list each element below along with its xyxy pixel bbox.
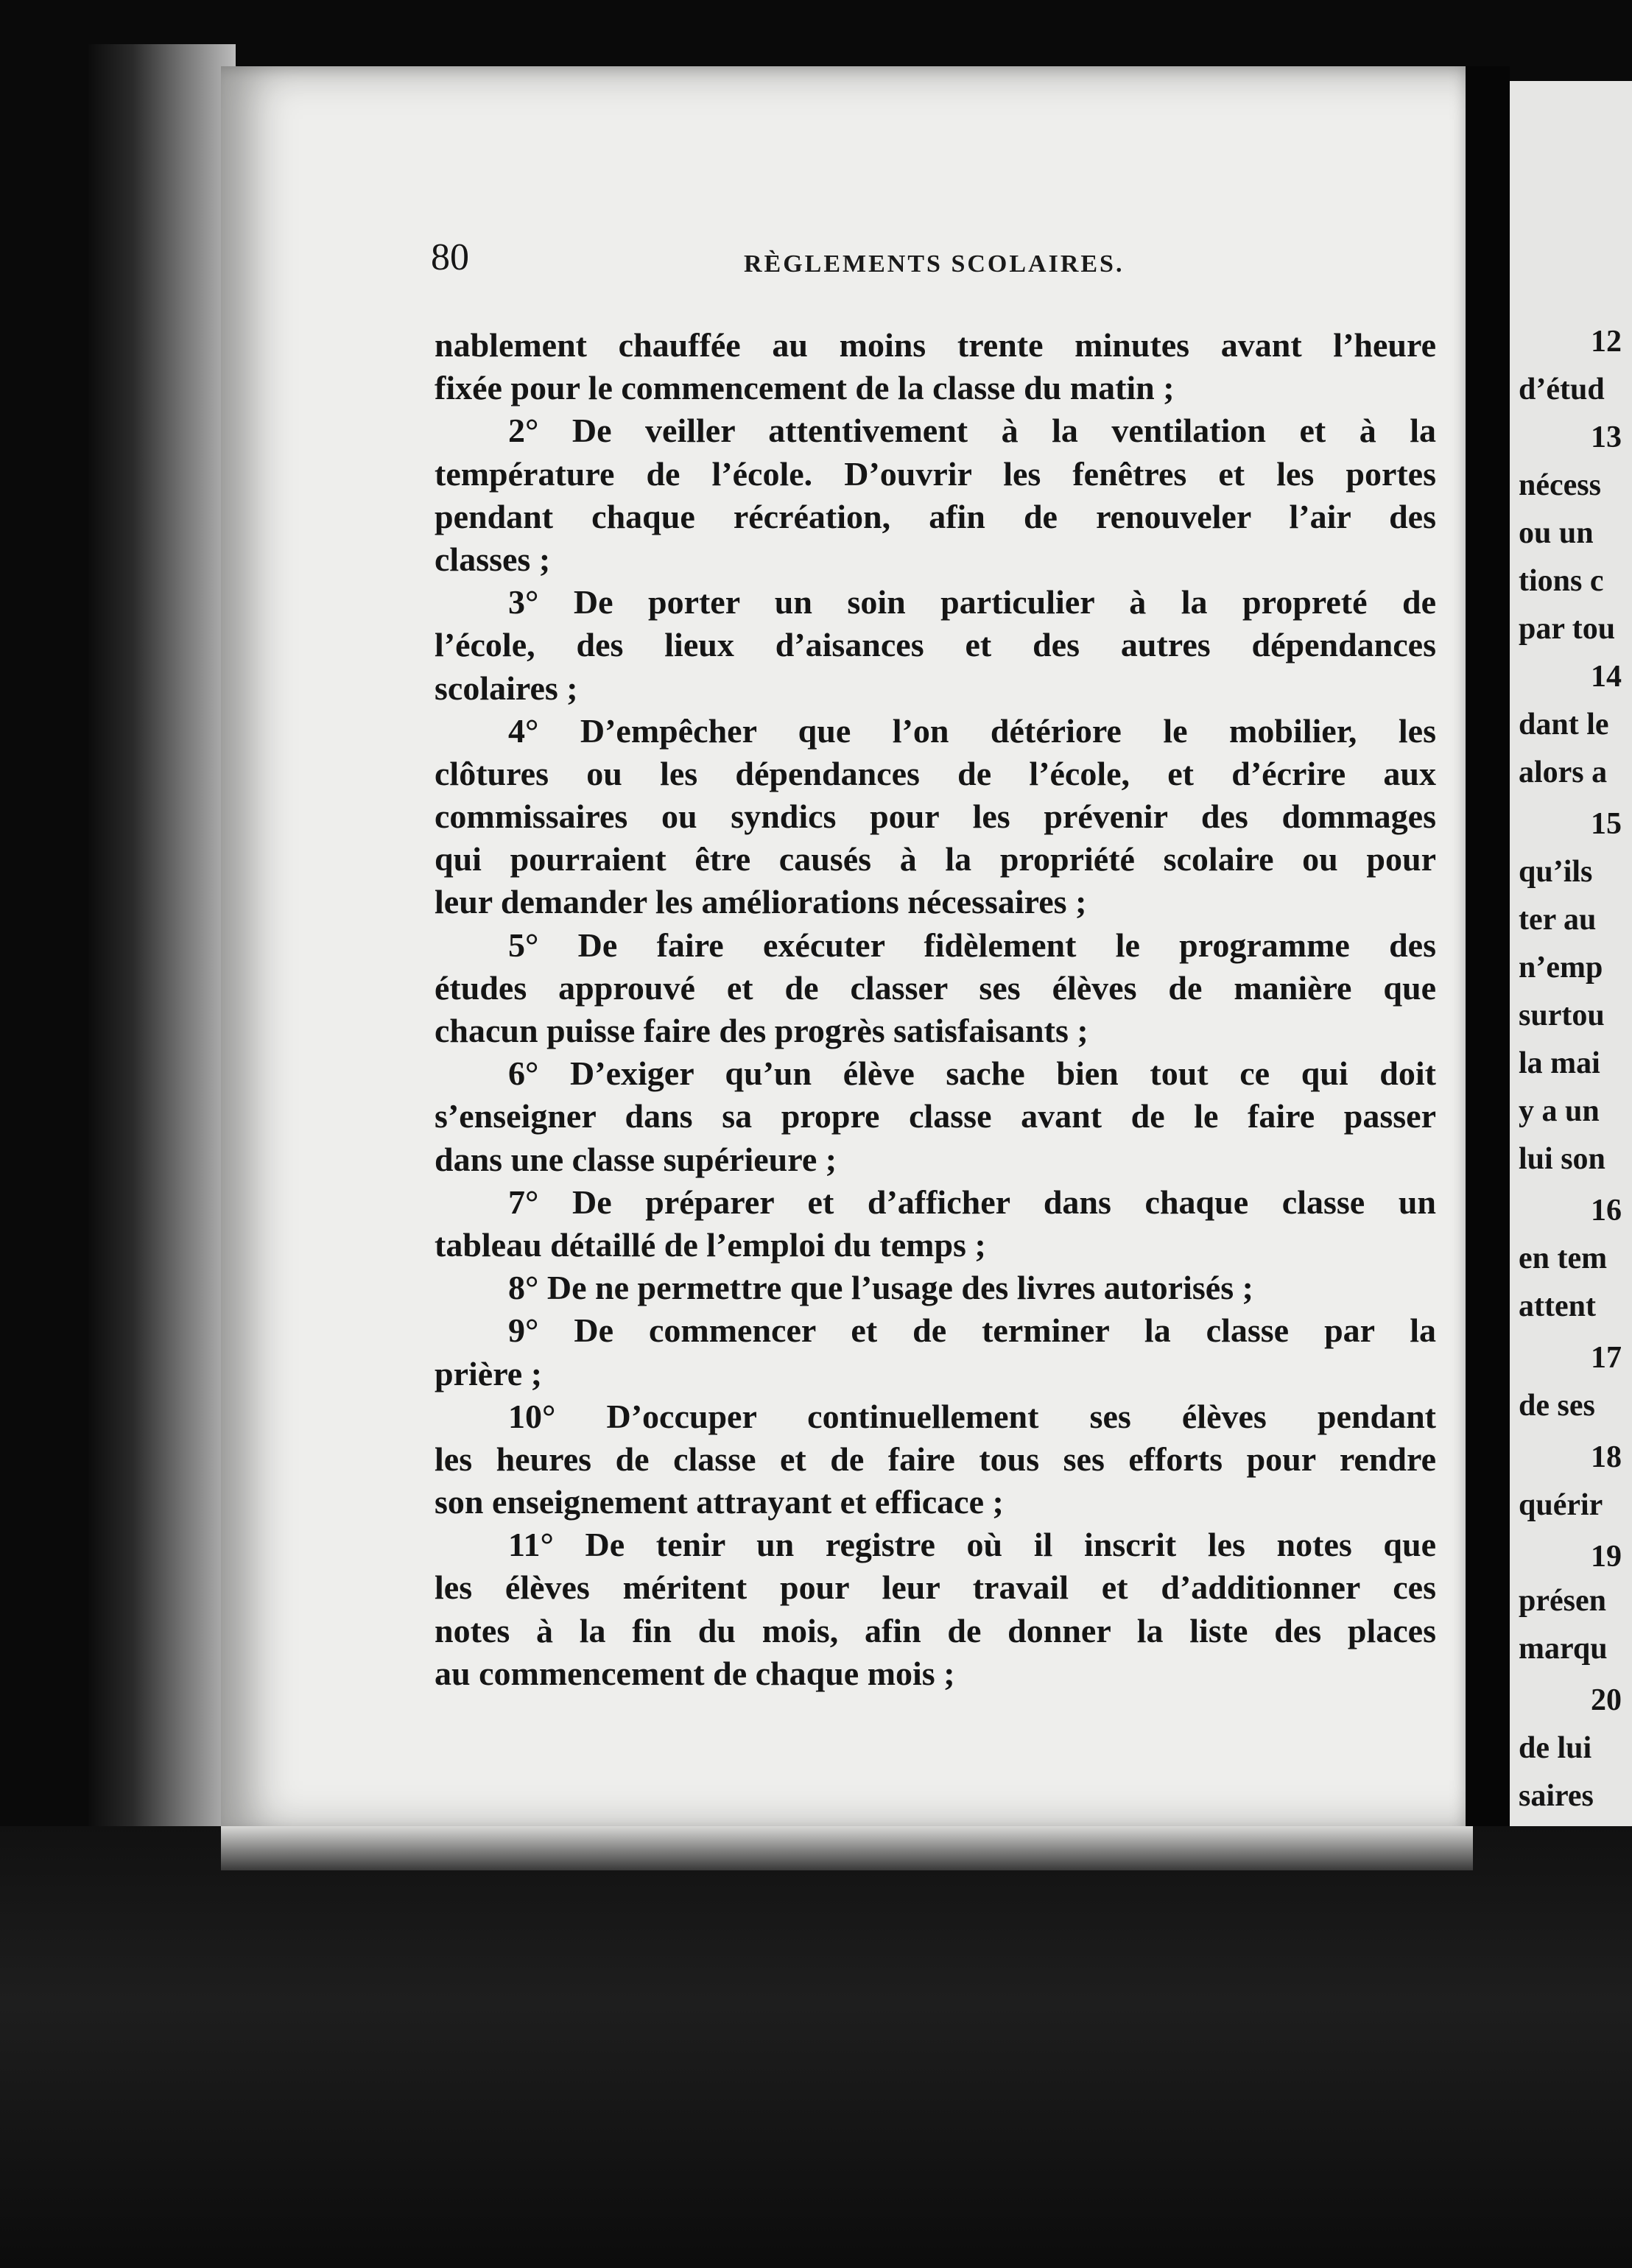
right-page-fragment: 12 [1591, 325, 1622, 359]
text-line: clôtures ou les dépendances de l’école, et d’écrire aux [435, 754, 1436, 792]
text-line: dans une classe supérieure ; [435, 1140, 837, 1178]
right-page-fragment: 16 [1591, 1194, 1622, 1228]
text-line: tableau détaillé de l’emploi du temps ; [435, 1225, 986, 1264]
right-page-fragment: 13 [1591, 420, 1622, 454]
right-page-fragment: saires [1519, 1779, 1594, 1813]
right-page-fragment: surtou [1519, 999, 1605, 1032]
text-line: 9° De commencer et de terminer la classe par la [508, 1311, 1436, 1350]
text-line: scolaires ; [435, 669, 578, 707]
right-page-fragment: d’étud [1519, 373, 1605, 406]
right-page-fragment: n’emp [1519, 951, 1603, 985]
right-page-fragment: quérir [1519, 1488, 1603, 1522]
right-page-fragment: nécess [1519, 468, 1601, 502]
right-page-fragment: 17 [1591, 1341, 1622, 1375]
right-page-fragment: ter au [1519, 903, 1597, 937]
text-line: 2° De veiller attentivement à la ventilation et à la [508, 412, 1436, 450]
right-page-fragment: lui son [1519, 1142, 1605, 1176]
text-line: l’école, des lieux d’aisances et des autres dépendances [435, 626, 1436, 664]
book-edge-left [88, 44, 236, 1885]
text-line: les élèves méritent pour leur travail et d’additionner ces [435, 1568, 1436, 1607]
right-page-fragment: 19 [1591, 1540, 1622, 1574]
text-line: 10° D’occuper continuellement ses élèves pendant [508, 1397, 1436, 1435]
right-page-fragment: présen [1519, 1584, 1606, 1618]
text-line: 7° De préparer et d’afficher dans chaque classe un [508, 1183, 1436, 1221]
right-page-fragment: tions c [1519, 564, 1604, 598]
right-page-fragment: en tem [1519, 1242, 1608, 1275]
right-page-fragment: marqu [1519, 1632, 1608, 1666]
body-text [435, 324, 1436, 1695]
text-line: 8° De ne permettre que l’usage des livres autorisés ; [508, 1269, 1253, 1307]
right-page-fragment: dant le [1519, 708, 1609, 742]
text-line: prière ; [435, 1354, 543, 1392]
text-line: études approuvé et de classer ses élèves de manière que [435, 968, 1436, 1007]
text-line: chacun puisse faire des progrès satisfaisants ; [435, 1012, 1088, 1049]
scan-bottom-border [0, 1826, 1632, 2268]
text-line: leur demander les améliorations nécessaires ; [435, 883, 1087, 921]
text-line: s’enseigner dans sa propre classe avant de le faire passer [435, 1097, 1436, 1135]
text-line: les heures de classe et de faire tous ses efforts pour rendre [435, 1440, 1436, 1478]
right-page-fragment: 20 [1591, 1683, 1622, 1717]
text-line: notes à la fin du mois, afin de donner la liste des places [435, 1611, 1436, 1649]
right-page-fragment: attent [1519, 1289, 1596, 1323]
text-line: au commencement de chaque mois ; [435, 1654, 955, 1692]
text-line: son enseignement attrayant et efficace ; [435, 1483, 1004, 1521]
text-line: nablement chauffée au moins trente minutes avant l’heure [435, 326, 1436, 364]
right-page-fragment: par tou [1519, 612, 1616, 646]
running-head: RÈGLEMENTS SCOLAIRES. [744, 250, 1125, 278]
right-page-fragment: ou un [1519, 516, 1594, 550]
text-line: commissaires ou syndics pour les prévenir des dommages [435, 797, 1436, 836]
right-page-fragment: 18 [1591, 1440, 1622, 1474]
page-bottom-shadow [221, 1826, 1473, 1870]
text-line: pendant chaque récréation, afin de renouveler l’air des [435, 497, 1436, 535]
right-page-fragment: 14 [1591, 660, 1622, 694]
page-number: 80 [431, 236, 469, 278]
right-page-fragment: y a un [1519, 1094, 1600, 1128]
book-gutter [1466, 66, 1510, 1878]
right-page-fragment: de lui [1519, 1731, 1592, 1765]
text-line: classes ; [435, 540, 551, 578]
right-page-fragment: de ses [1519, 1389, 1595, 1423]
text-line: qui pourraient être causés à la propriété scolaire ou pour [435, 840, 1436, 878]
right-page-fragment: 15 [1591, 807, 1622, 841]
right-page-fragment: la mai [1519, 1046, 1600, 1080]
text-line: 6° D’exiger qu’un élève sache bien tout ce qui doit [508, 1054, 1436, 1093]
text-line: 5° De faire exécuter fidèlement le programme des [508, 926, 1436, 964]
text-line: 4° D’empêcher que l’on détériore le mobilier, les [508, 711, 1436, 750]
text-line: fixée pour le commencement de la classe du matin ; [435, 369, 1175, 407]
right-page-fragment: qu’ils [1519, 855, 1593, 889]
text-line: 11° De tenir un registre où il inscrit les notes que [508, 1526, 1436, 1564]
text-line: température de l’école. D’ouvrir les fenêtres et les portes [435, 454, 1436, 493]
right-page-fragment: alors a [1519, 756, 1608, 789]
text-line: 3° De porter un soin particulier à la propreté de [508, 583, 1436, 621]
